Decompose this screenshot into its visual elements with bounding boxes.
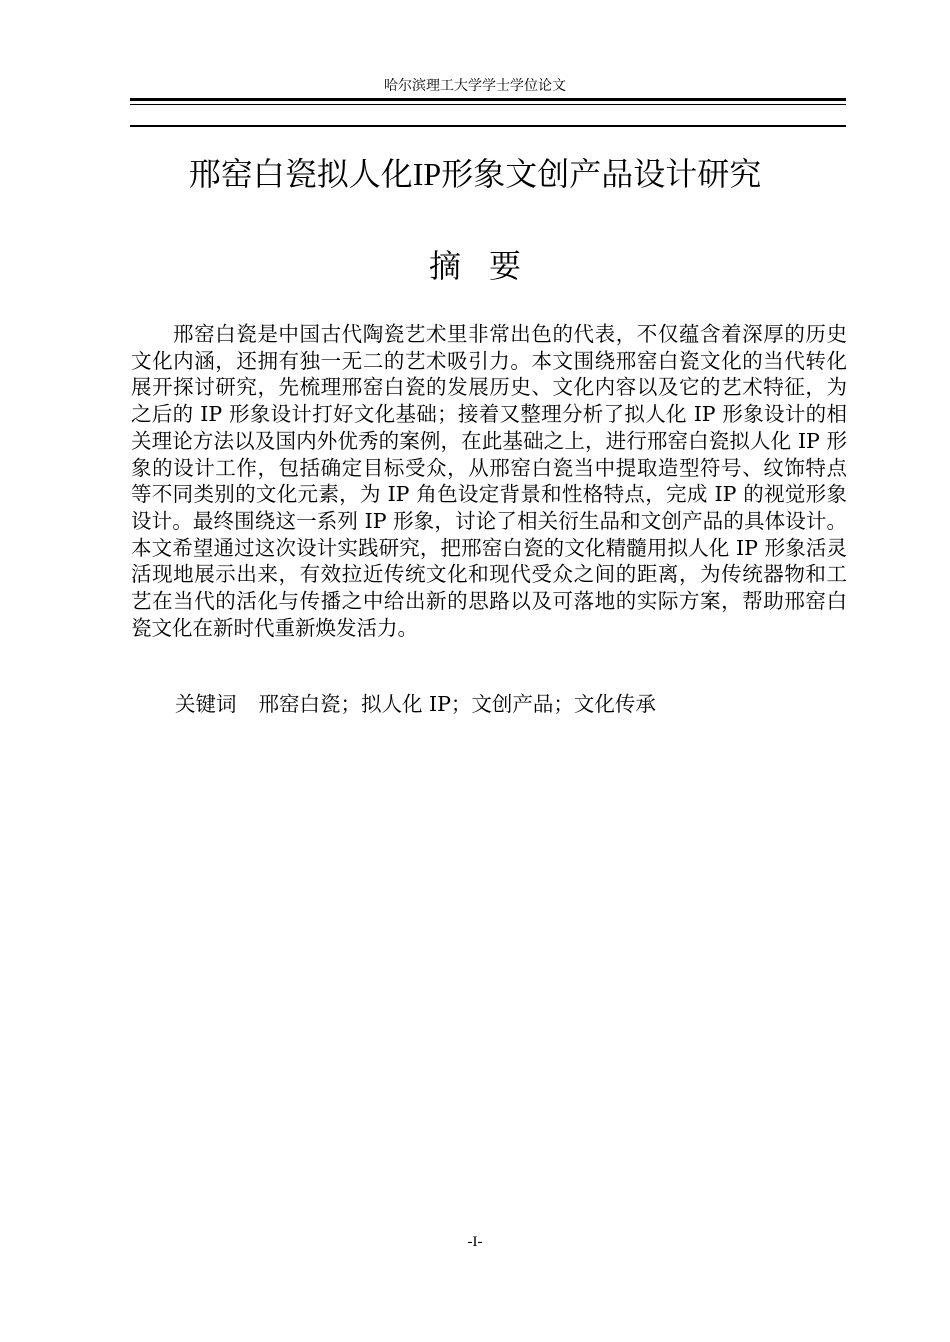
page-number: -I-: [467, 1234, 483, 1250]
keywords-items: 邢窑白瓷；拟人化 IP；文创产品；文化传承: [258, 692, 656, 716]
thesis-title-part1: 邢窑白瓷拟人化: [188, 155, 413, 193]
thesis-title: [0, 152, 950, 196]
header-rule-thick: [130, 98, 846, 101]
abstract-body: 邢窑白瓷是中国古代陶瓷艺术里非常出色的代表，不仅蕴含着深厚的历史文化内涵，还拥有独一无二的艺术吸引力。本文围绕邢窑白瓷文化的当代转化展开探讨研究，先梳理邢窑白瓷的发展历史、文化内容以及它的艺术特征，为之后的 IP 形象设计打好文化基础；接着又整理分析了拟人化 IP 形象设计的相关理论方法以及国内外优秀的案例，在此基础之上，进行邢窑白瓷拟人化 IP 形象的设计工作，包括确定目标受众，从邢窑白瓷当中提取造型符号、纹饰特点等不同类别的文化元素，为 IP 角色设定背景和性格特点，完成 IP 的视觉形象设计。最终围绕这一系列 IP 形象，讨论了相关衍生品和文创产品的具体设计。本文希望通过这次设计实践研究，把邢窑白瓷的文化精髓用拟人化 IP 形象活灵活现地展示出来，有效拉近传统文化和现代受众之间的距离，为传统器物和工艺在当代的活化与传播之中给出新的思路以及可落地的实际方案，帮助邢窑白瓷文化在新时代重新焕发活力。: [131, 322, 847, 640]
running-header: 哈尔滨理工大学学士学位论文: [384, 78, 566, 94]
keywords-line: [175, 690, 855, 718]
thesis-title-part2: 形象文创产品设计研究: [441, 155, 762, 193]
abstract-heading: 摘要: [428, 247, 549, 285]
keywords-label: 关键词: [175, 692, 237, 716]
header-rule-single: [130, 125, 846, 127]
thesis-title-ip: IP: [412, 156, 442, 192]
header-rule-thin: [130, 104, 846, 105]
